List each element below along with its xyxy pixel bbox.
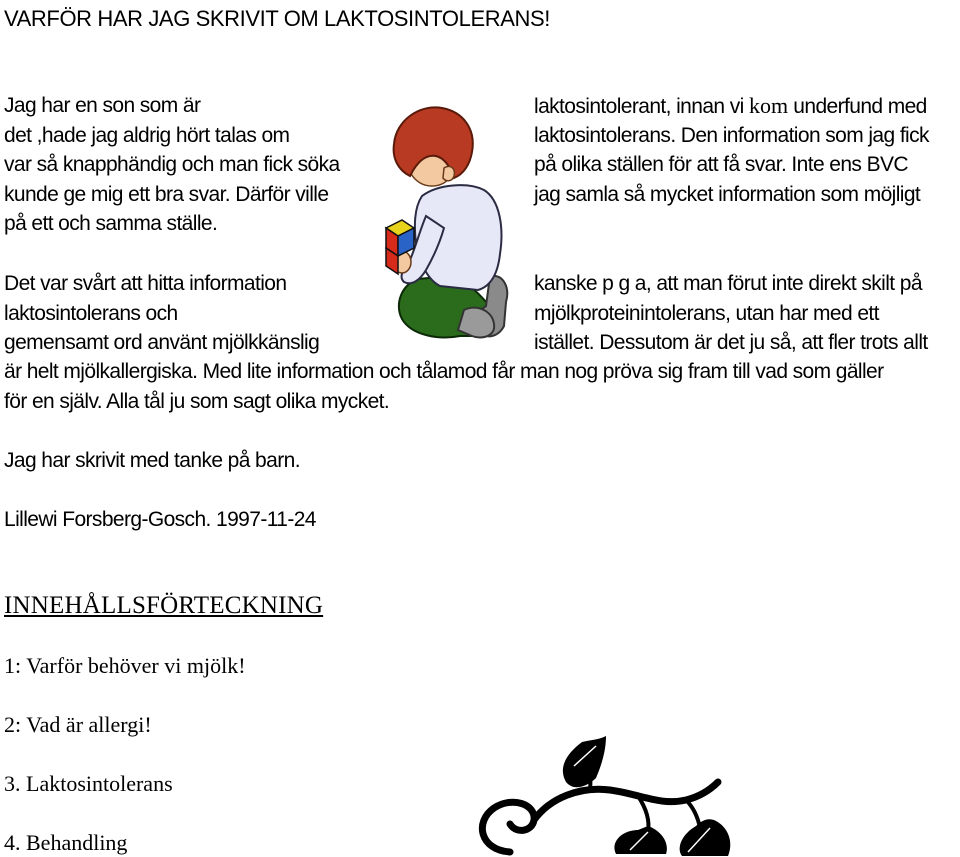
text-line: jag samla så mycket information som möjligt bbox=[534, 182, 921, 206]
para2-full-width bbox=[4, 357, 884, 416]
text-line bbox=[534, 91, 929, 121]
para2-left-column bbox=[4, 269, 319, 358]
leaf-vine-ornament bbox=[470, 734, 738, 857]
para2-right-column bbox=[534, 269, 928, 358]
toc-heading: INNEHÅLLSFÖRTECKNING bbox=[4, 592, 324, 619]
text-segment: underfund med bbox=[788, 95, 927, 118]
ear-shape bbox=[443, 166, 454, 180]
page-title: VARFÖR HAR JAG SKRIVIT OM LAKTOSINTOLERANS! bbox=[4, 6, 550, 31]
text-line: laktosintolerans. Den information som jag fick bbox=[534, 123, 929, 147]
toc-item: 4. Behandling bbox=[4, 830, 128, 855]
text-line: kunde ge mig ett bra svar. Därför ville bbox=[4, 182, 329, 206]
text-line: istället. Dessutom är det ju så, att fler trots allt bbox=[534, 331, 928, 354]
leaf-icon bbox=[680, 819, 731, 856]
vine-branch bbox=[686, 800, 700, 828]
text-line: mjölkproteinintolerans, utan har med ett bbox=[534, 301, 879, 325]
text-line: kanske p g a, att man förut inte direkt skilt på bbox=[534, 272, 922, 295]
para1-right-column bbox=[534, 91, 929, 209]
leaf-icon bbox=[614, 826, 666, 854]
text-line: laktosintolerans och bbox=[4, 301, 178, 325]
text-segment: laktosintolerant, innan vi bbox=[534, 95, 749, 118]
text-line: var så knapphändig och man fick söka bbox=[4, 153, 340, 176]
text-segment-serif: kom bbox=[748, 93, 789, 118]
text-line: är helt mjölkallergiska. Med lite information och tålamod får man nog pröva sig fram till vad som gäller bbox=[4, 360, 884, 383]
text-line: för en själv. Alla tål ju som sagt olika mycket. bbox=[4, 389, 390, 413]
text-line: Jag har en son som är bbox=[4, 94, 201, 117]
text-line: det ,hade jag aldrig hört talas om bbox=[4, 123, 290, 147]
para3-text: Jag har skrivit med tanke på barn. bbox=[4, 449, 300, 472]
shoe-shape bbox=[458, 308, 494, 338]
toc-item: 3. Laktosintolerans bbox=[4, 771, 173, 796]
signature-line: Lillewi Forsberg-Gosch. 1997-11-24 bbox=[4, 508, 316, 531]
text-line: Det var svårt att hitta information bbox=[4, 272, 287, 295]
toc-item: 1: Varför behöver vi mjölk! bbox=[4, 653, 246, 678]
para1-left-column bbox=[4, 91, 340, 239]
text-line: gemensamt ord använt mjölkkänslig bbox=[4, 331, 320, 354]
child-playing-illustration bbox=[380, 104, 530, 344]
text-line: på olika ställen för att få svar. Inte ens BVC bbox=[534, 153, 908, 176]
text-line: på ett och samma ställe. bbox=[4, 212, 218, 235]
toc-item: 2: Vad är allergi! bbox=[4, 712, 152, 737]
leaf-icon bbox=[563, 736, 606, 787]
